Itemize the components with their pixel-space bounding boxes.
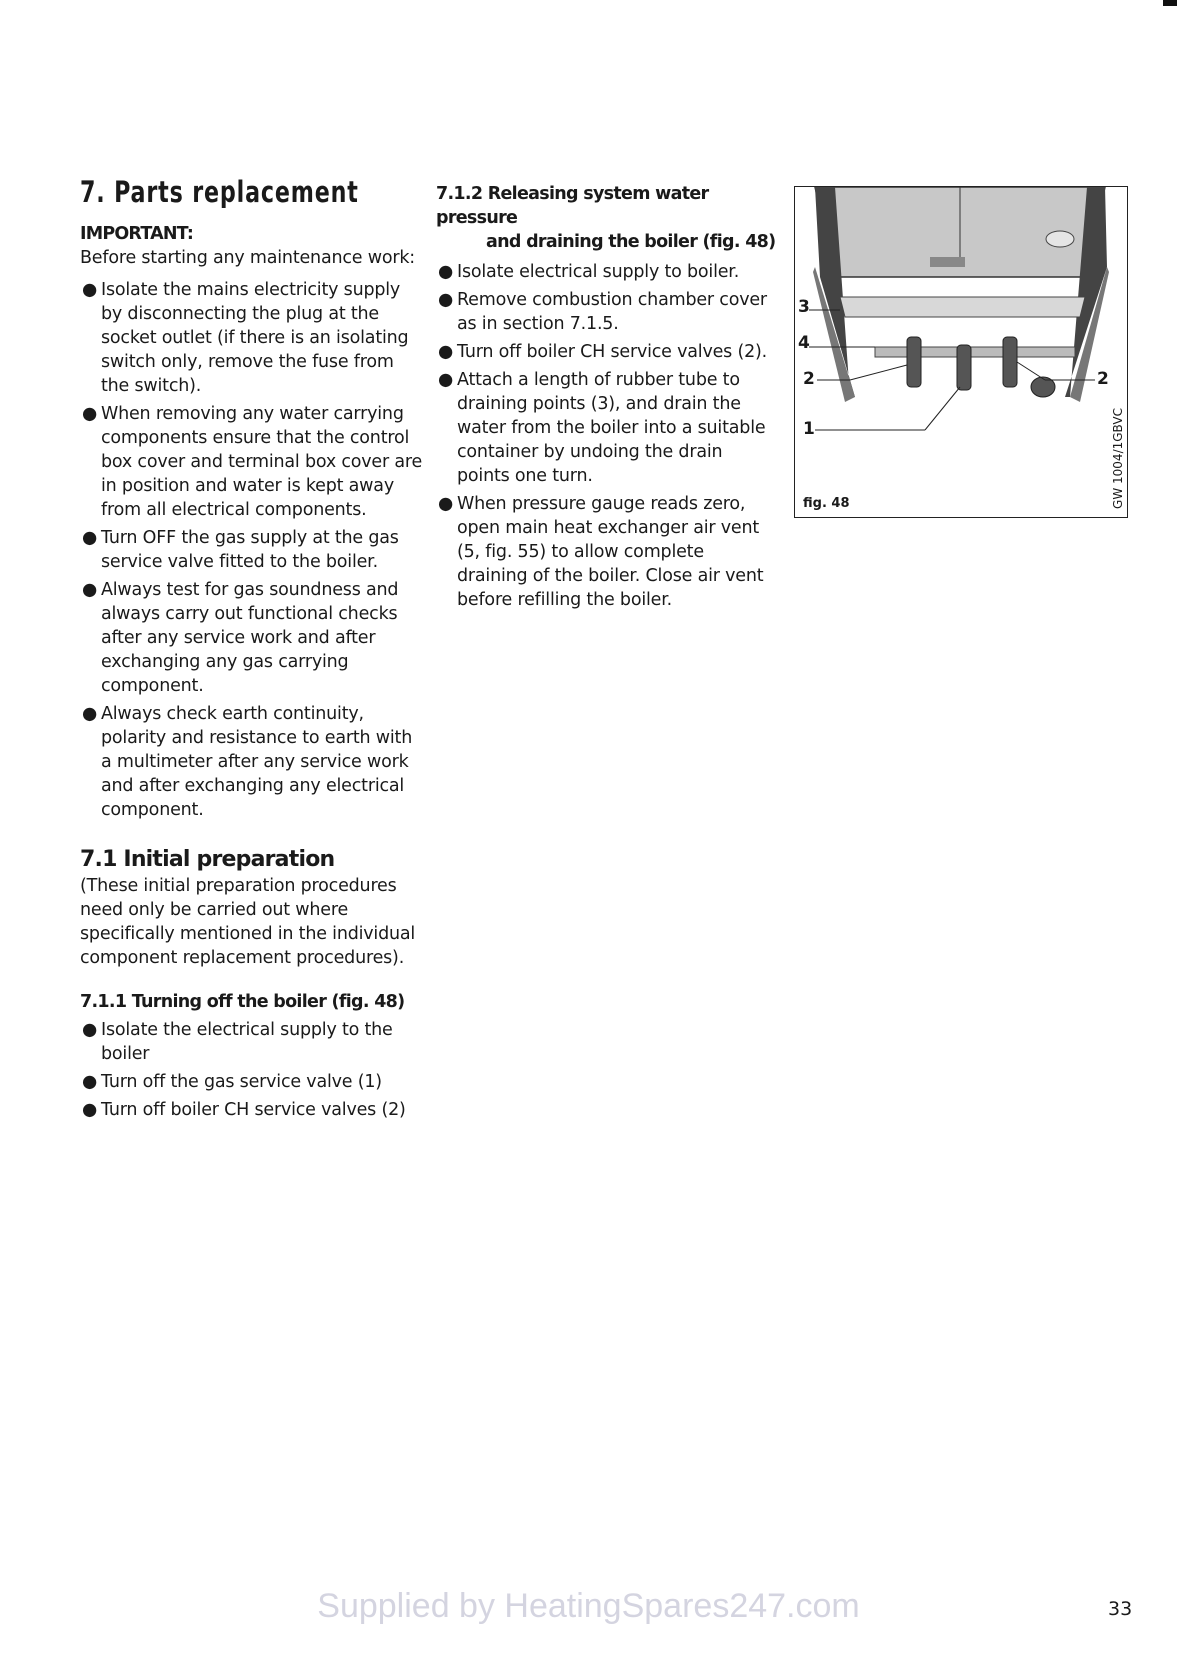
list-item [436, 368, 776, 488]
heading-line-1: 7.1.2 Releasing system water pressure [436, 184, 709, 228]
list-item-text: Turn off boiler CH service valves (2). [457, 342, 768, 362]
bullet-icon: ● [438, 370, 454, 390]
bullet-icon: ● [82, 404, 98, 424]
bullet-icon: ● [438, 494, 454, 514]
section-heading-7-1-2 [436, 182, 776, 254]
list-item-text: Remove combustion chamber cover as in section 7.1.5. [457, 290, 767, 334]
list-item-text: Isolate the mains electricity supply by disconnecting the plug at the socket outlet (if there is an isolating switch only, remove the fuse from the switch). [101, 280, 409, 396]
bullet-icon: ● [82, 580, 98, 600]
list-item-text: Attach a length of rubber tube to draining points (3), and drain the water from the boiler into a suitable container by undoing the drain points one turn. [457, 370, 766, 486]
list-item [80, 526, 425, 574]
page-number: 33 [1108, 1598, 1133, 1620]
list-item [80, 578, 425, 698]
list-item [436, 288, 776, 336]
boiler-diagram-illustration [795, 187, 1127, 517]
page-corner-mark [1163, 0, 1177, 6]
list-item-text: Always check earth continuity, polarity and resistance to earth with a multimeter after any service work and after exchanging any electrical component. [101, 704, 413, 820]
figure-48 [794, 186, 1128, 518]
bullet-icon: ● [438, 342, 454, 362]
bullet-icon: ● [82, 1072, 98, 1092]
bullet-icon: ● [82, 704, 98, 724]
bullet-icon: ● [438, 290, 454, 310]
page-title: 7. Parts replacement [80, 175, 359, 209]
callout-4: 4 [798, 333, 810, 353]
important-intro: Before starting any maintenance work: [80, 248, 415, 268]
important-label: IMPORTANT: [80, 224, 194, 244]
important-list [80, 278, 425, 822]
callout-3: 3 [798, 297, 810, 317]
bullet-icon: ● [82, 1020, 98, 1040]
list-item-text: Turn off the gas service valve (1) [101, 1072, 382, 1092]
draining-list [436, 260, 776, 612]
list-item-text: When removing any water carrying components ensure that the control box cover and terminal box cover are in position and water is kept away from all electrical components. [101, 404, 423, 520]
middle-column [436, 182, 776, 616]
list-item-text: Turn off boiler CH service valves (2) [101, 1100, 406, 1120]
list-item [80, 702, 425, 822]
turning-off-list [80, 1018, 425, 1122]
watermark: Supplied by HeatingSpares247.com [317, 1587, 860, 1625]
list-item [80, 402, 425, 522]
heading-line-2: and draining the boiler (fig. 48) [486, 232, 776, 252]
list-item [80, 1070, 425, 1094]
list-item-text: Turn OFF the gas supply at the gas service valve fitted to the boiler. [101, 528, 399, 572]
callout-2-left: 2 [803, 369, 815, 389]
list-item [80, 1098, 425, 1122]
bullet-icon: ● [82, 528, 98, 548]
callout-2-right: 2 [1097, 369, 1109, 389]
figure-code: GW 1004/1GBVC [1111, 408, 1125, 509]
list-item [80, 1018, 425, 1066]
section-heading-7-1-1: 7.1.1 Turning off the boiler (fig. 48) [80, 992, 405, 1012]
callout-1: 1 [803, 419, 815, 439]
list-item [436, 340, 776, 364]
section-7-1-text: (These initial preparation procedures need only be carried out where specifically mentioned in the individual component replacement procedures). [80, 876, 416, 968]
list-item [80, 278, 425, 398]
section-heading-7-1: 7.1 Initial preparation [80, 847, 335, 872]
left-column [80, 175, 425, 1126]
list-item-text: Always test for gas soundness and always carry out functional checks after any service work and after exchanging any gas carrying component. [101, 580, 399, 696]
figure-label: fig. 48 [803, 496, 850, 511]
bullet-icon: ● [82, 280, 98, 300]
list-item-text: Isolate the electrical supply to the boiler [101, 1020, 393, 1064]
list-item-text: Isolate electrical supply to boiler. [457, 262, 740, 282]
bullet-icon: ● [82, 1100, 98, 1120]
list-item [436, 260, 776, 284]
list-item-text: When pressure gauge reads zero, open main heat exchanger air vent (5, fig. 55) to allow complete draining of the boiler. Close air vent before refilling the boiler. [457, 494, 764, 610]
bullet-icon: ● [438, 262, 454, 282]
list-item [436, 492, 776, 612]
